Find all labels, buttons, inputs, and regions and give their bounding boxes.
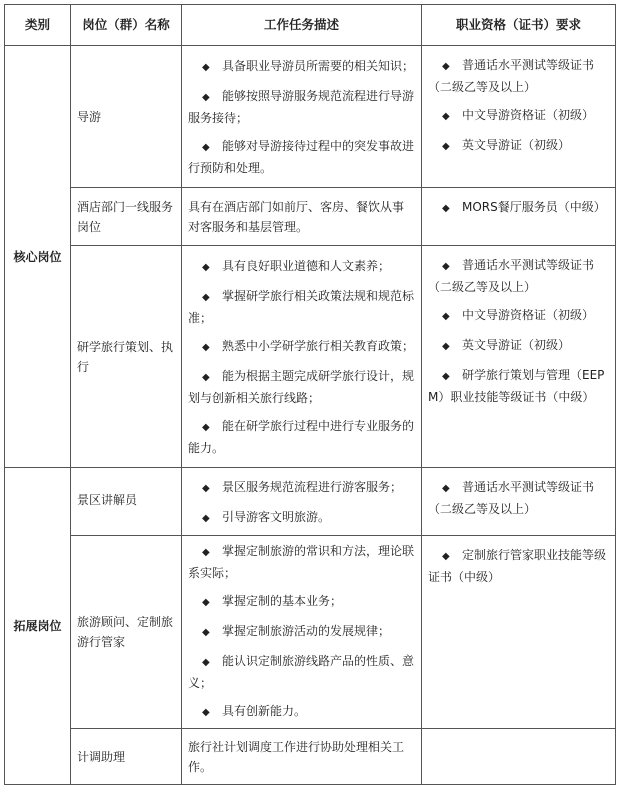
list-item: ◆ 熟悉中小学研学旅行相关教育政策； [188,336,415,358]
diamond-bullet-icon: ◆ [202,707,210,718]
list-item: ◆ 景区服务规范流程进行游客服务； [188,477,415,499]
list-item: ◆ 掌握定制旅游活动的发展规律； [188,621,415,643]
list-item: ◆ 具有创新能力。 [188,701,415,723]
diamond-bullet-icon: ◆ [442,261,450,272]
task-cell: 旅行社计划调度工作进行协助处理相关工作。 [182,729,422,785]
cert-cell [422,188,616,246]
task-list [188,477,415,529]
list-item: ◆ 具备职业导游员所需要的相关知识； [188,56,415,78]
table-header-row [5,5,616,46]
cert-list [428,255,609,407]
cert-cell [422,468,616,536]
position-cell: 酒店部门一线服务岗位 [71,188,182,246]
diamond-bullet-icon: ◆ [202,61,210,73]
cert-cell [422,536,616,729]
list-item: ◆ 掌握定制旅游的常识和方法，理论联系实际； [188,544,415,580]
category-core: 核心岗位 [5,46,71,468]
task-cell [182,536,422,729]
table-row [5,188,616,246]
list-item: ◆ 英文导游证（初级） [428,335,609,357]
job-qualification-table [4,4,616,785]
table-row [5,468,616,536]
header-category: 类别 [5,5,71,46]
cert-list [428,197,609,219]
diamond-bullet-icon: ◆ [202,597,210,608]
table-row [5,46,616,188]
list-item: ◆ 研学旅行策划与管理（EEPM）职业技能等级证书（中级） [428,368,605,404]
task-cell [182,468,422,536]
table-row [5,729,616,785]
position-cell: 旅游顾问、定制旅游行管家 [71,536,182,729]
list-item: ◆ 普通话水平测试等级证书（二级乙等及以上） [428,58,595,94]
diamond-bullet-icon: ◆ [442,311,450,322]
diamond-bullet-icon: ◆ [202,341,210,353]
position-cell: 导游 [71,46,182,188]
cert-cell [422,46,616,188]
list-item: ◆ 掌握研学旅行相关政策法规和规范标准； [188,288,415,325]
list-item: ◆ 英文导游证（初级） [428,135,609,157]
diamond-bullet-icon: ◆ [442,111,450,122]
list-item: ◆ 中文导游资格证（初级） [428,105,609,127]
task-list [188,541,415,723]
diamond-bullet-icon: ◆ [442,483,450,494]
diamond-bullet-icon: ◆ [202,91,210,103]
category-extended: 拓展岗位 [5,468,71,785]
table-row [5,536,616,729]
diamond-bullet-icon: ◆ [202,141,210,153]
list-item: ◆ MORS餐厅服务员（中级） [428,197,609,219]
diamond-bullet-icon: ◆ [202,547,210,558]
diamond-bullet-icon: ◆ [202,513,210,524]
diamond-bullet-icon: ◆ [202,627,210,638]
cert-list [428,545,609,587]
position-cell: 计调助理 [71,729,182,785]
diamond-bullet-icon: ◆ [442,141,450,152]
position-cell: 研学旅行策划、执行 [71,246,182,468]
list-item: ◆ 能在研学旅行过程中进行专业服务的能力。 [188,418,415,455]
header-qualification: 职业资格（证书）要求 [422,5,616,46]
list-item: ◆ 能为根据主题完成研学旅行设计，规划与创新相关旅行线路； [188,368,415,405]
list-item: ◆ 中文导游资格证（初级） [428,305,609,327]
task-cell: 具有在酒店部门如前厅、客房、餐饮从事对客服务和基层管理。 [182,188,422,246]
task-cell [182,46,422,188]
diamond-bullet-icon: ◆ [442,551,450,562]
task-list [188,56,415,178]
diamond-bullet-icon: ◆ [202,657,210,668]
list-item: ◆ 能够按照导游服务规范流程进行导游服务接待； [188,88,415,125]
position-cell: 景区讲解员 [71,468,182,536]
table-row [5,246,616,468]
diamond-bullet-icon: ◆ [442,61,450,72]
cert-list [428,55,609,157]
list-item: ◆ 具有良好职业道德和人文素养； [188,256,415,278]
diamond-bullet-icon: ◆ [442,341,450,352]
list-item: ◆ 能认识定制旅游线路产品的性质、意义； [188,654,415,690]
task-cell [182,246,422,468]
cert-cell [422,246,616,468]
diamond-bullet-icon: ◆ [202,371,210,383]
header-position: 岗位（群）名称 [71,5,182,46]
cert-list [428,477,609,519]
cert-cell-empty [422,729,616,785]
list-item: ◆ 掌握定制的基本业务； [188,591,415,613]
list-item: ◆ 定制旅行管家职业技能等级证书（中级） [428,548,607,584]
diamond-bullet-icon: ◆ [442,371,450,382]
diamond-bullet-icon: ◆ [202,291,210,303]
diamond-bullet-icon: ◆ [202,483,210,494]
list-item: ◆ 普通话水平测试等级证书（二级乙等及以上） [428,258,595,294]
diamond-bullet-icon: ◆ [202,261,210,273]
list-item: ◆ 普通话水平测试等级证书（二级乙等及以上） [428,480,595,516]
header-description: 工作任务描述 [182,5,422,46]
diamond-bullet-icon: ◆ [442,203,450,214]
task-list [188,256,415,458]
list-item: ◆ 能够对导游接待过程中的突发事故进行预防和处理。 [188,138,415,175]
diamond-bullet-icon: ◆ [202,421,210,433]
list-item: ◆ 引导游客文明旅游。 [188,507,415,529]
